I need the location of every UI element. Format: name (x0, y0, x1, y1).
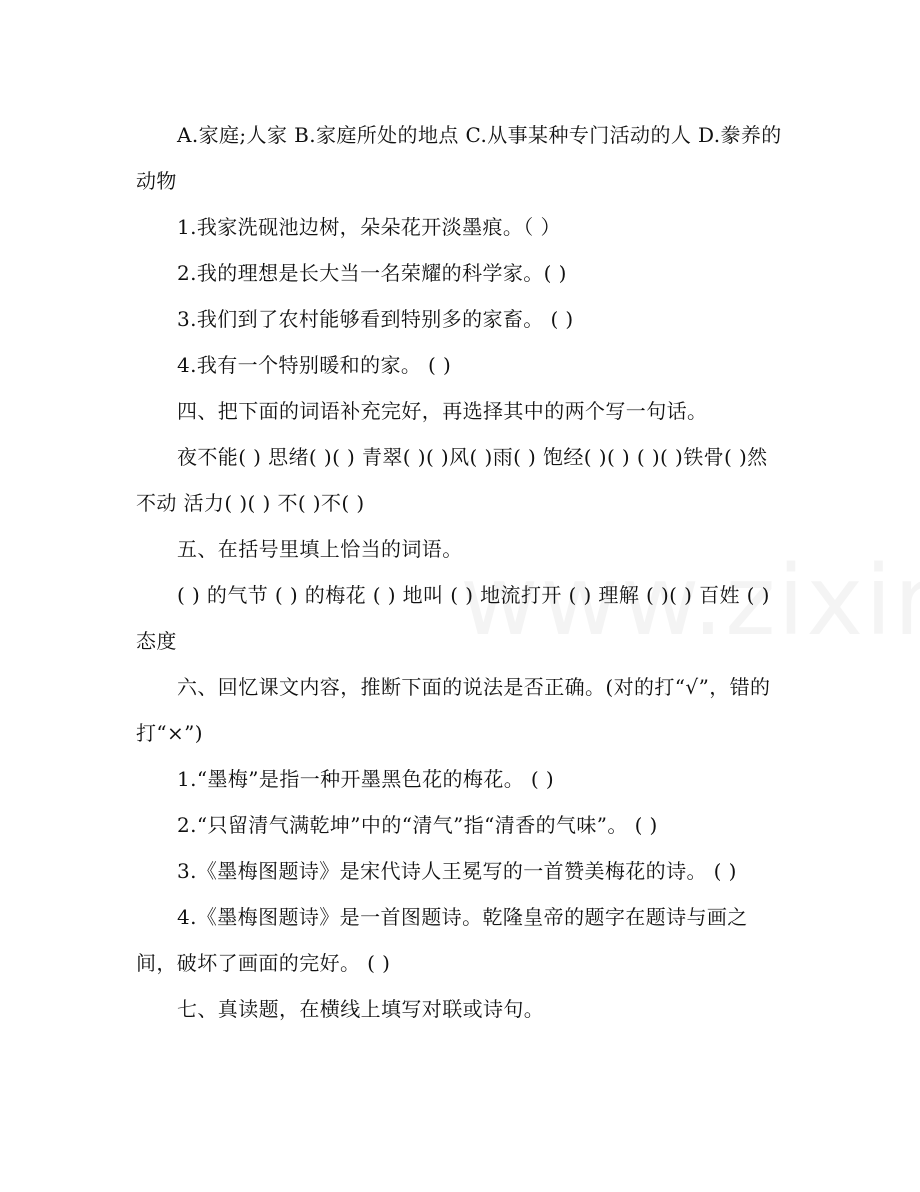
question-line: 1.我家洗砚池边树，朵朵花开淡墨痕。（ ） (177, 215, 561, 239)
question-line: 3.《墨梅图题诗》是宋代诗人王冕写的一首赞美梅花的诗。 ( ) (177, 859, 737, 883)
section-heading: 五、在括号里填上恰当的词语。 (177, 537, 463, 561)
section-heading: 七、真读题，在横线上填写对联或诗句。 (177, 997, 545, 1021)
question-line: 2.我的理想是长大当一名荣耀的科学家。( ) (177, 261, 567, 285)
question-line: 2.“只留清气满乾坤”中的“清气”指“清香的气味”。 ( ) (177, 813, 658, 837)
section-heading: 六、回忆课文内容，推断下面的说法是否正确。(对的打“√”，错的打“×”) (136, 675, 771, 745)
document-body (136, 112, 786, 1032)
option-line: A.家庭;人家 B.家庭所处的地点 C.从事某种专门活动的人 D.豢养的动物 (136, 123, 782, 193)
fill-in-line: ( ) 的气节 ( ) 的梅花 ( ) 地叫 ( ) 地流打开 ( ) 理解 ( )( ) 百姓 ( ) 态度 (136, 583, 770, 653)
fill-in-line: 夜不能( ) 思绪( )( ) 青翠( )( )风( )雨( ) 饱经( )( ) ( )( )铁骨( )然不动 活力( )( ) 不( )不( ) (136, 445, 768, 515)
question-line: 3.我们到了农村能够看到特别多的家畜。 ( ) (177, 307, 574, 331)
section-heading: 四、把下面的词语补充完好，再选择其中的两个写一句话。 (177, 399, 708, 423)
question-line: 4.《墨梅图题诗》是一首图题诗。乾隆皇帝的题字在题诗与画之间，破坏了画面的完好。 ( ) (136, 905, 748, 975)
question-line: 4.我有一个特别暖和的家。 ( ) (177, 353, 452, 377)
question-line: 1.“墨梅”是指一种开墨黑色花的梅花。 ( ) (177, 767, 555, 791)
